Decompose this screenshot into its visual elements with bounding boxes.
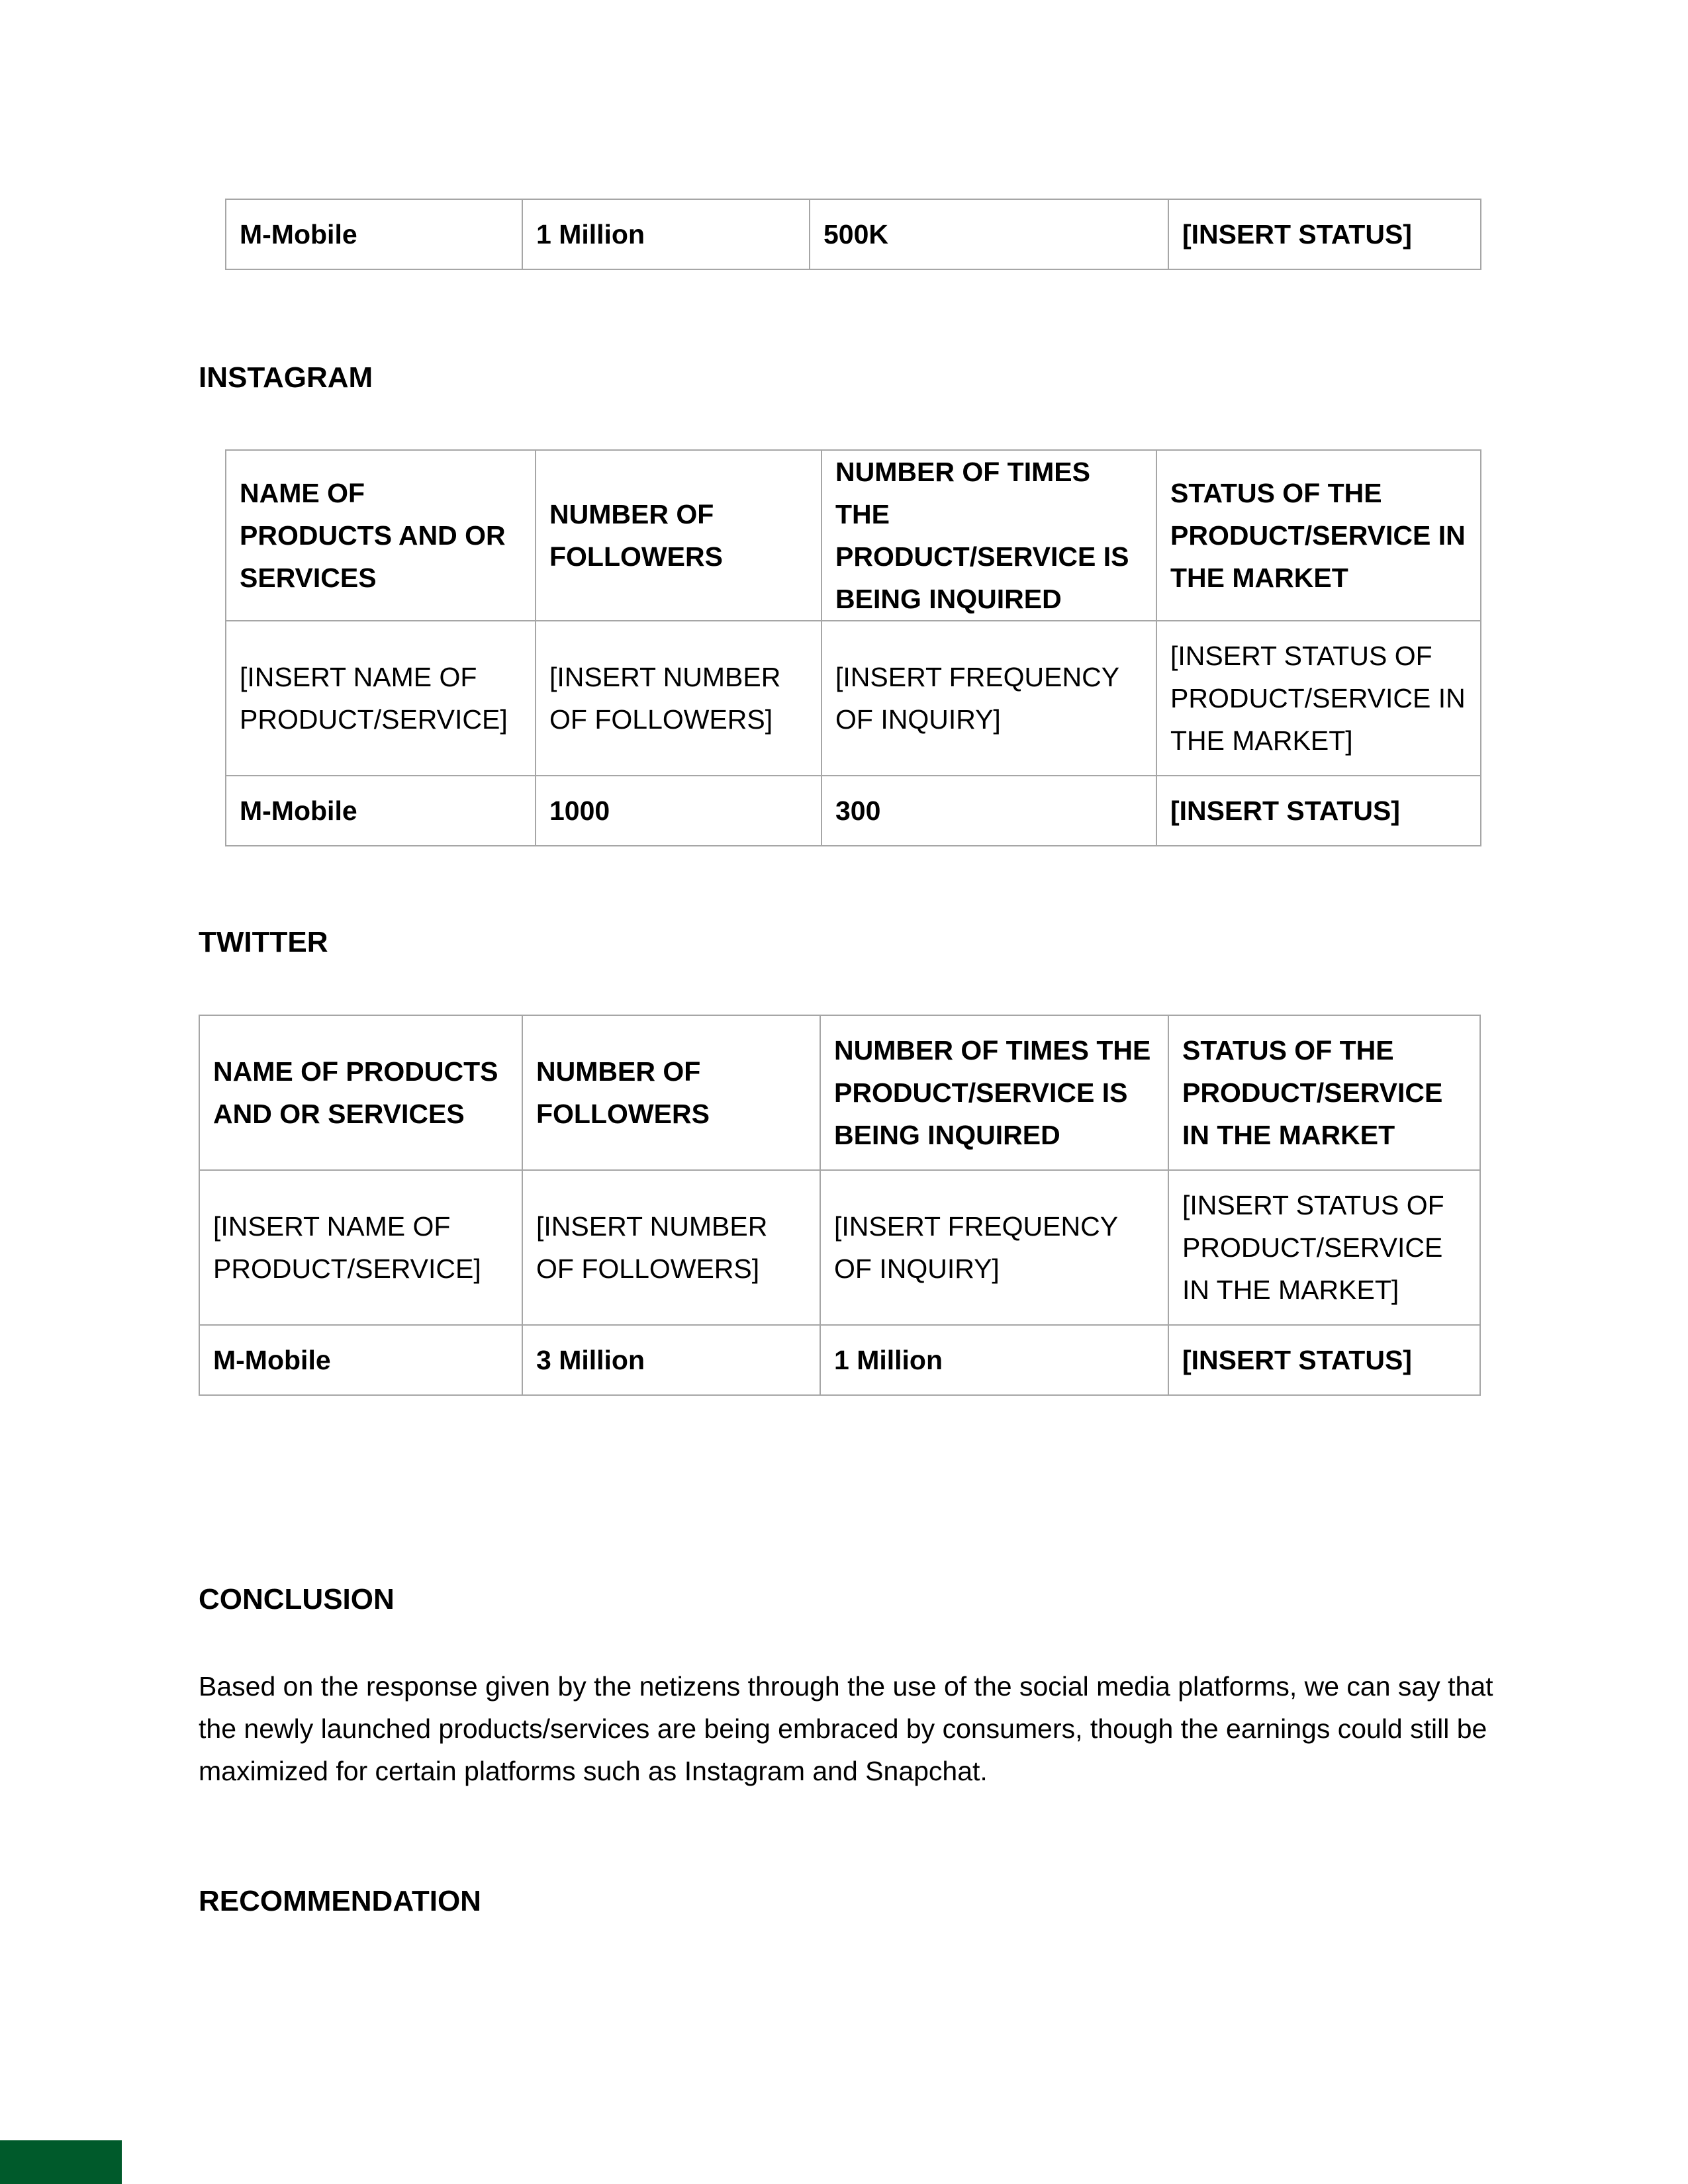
table-header-row [226,450,1481,621]
top-table [225,199,1481,270]
footer-accent-bar [0,2140,122,2184]
table-row [199,1325,1480,1395]
table-row [226,621,1481,776]
header-followers: NUMBER OF FOLLOWERS [522,1015,820,1170]
instagram-heading: INSTAGRAM [199,361,373,394]
header-status: STATUS OF THE PRODUCT/SERVICE IN THE MARKET [1156,450,1481,621]
table-header-row [199,1015,1480,1170]
cell-status: [INSERT STATUS OF PRODUCT/SERVICE IN THE MARKET] [1168,1170,1480,1325]
header-product: NAME OF PRODUCTS AND OR SERVICES [199,1015,522,1170]
instagram-table [225,449,1481,846]
recommendation-heading: RECOMMENDATION [199,1885,481,1917]
header-product: NAME OF PRODUCTS AND OR SERVICES [226,450,536,621]
cell-followers: [INSERT NUMBER OF FOLLOWERS] [522,1170,820,1325]
table-row [226,776,1481,846]
cell-inquiries: [INSERT FREQUENCY OF INQUIRY] [820,1170,1168,1325]
cell-product: M-Mobile [226,776,536,846]
header-inquiries: NUMBER OF TIMES THE PRODUCT/SERVICE IS BEING INQUIRED [820,1015,1168,1170]
cell-followers: 1 Million [522,199,810,269]
cell-status: [INSERT STATUS] [1156,776,1481,846]
cell-product: M-Mobile [226,199,522,269]
cell-inquiries: 300 [821,776,1156,846]
header-status: STATUS OF THE PRODUCT/SERVICE IN THE MARKET [1168,1015,1480,1170]
cell-product: [INSERT NAME OF PRODUCT/SERVICE] [226,621,536,776]
table-row [199,1170,1480,1325]
conclusion-text: Based on the response given by the netizens through the use of the social media platforms, we can say that the newly launched products/services are being embraced by consumers, though the earnings could still be maximized for certain platforms such as Instagram and Snapchat. [199,1671,1493,1786]
cell-status: [INSERT STATUS] [1168,1325,1480,1395]
table-row [226,199,1481,269]
header-followers: NUMBER OF FOLLOWERS [536,450,821,621]
header-inquiries: NUMBER OF TIMES THE PRODUCT/SERVICE IS BEING INQUIRED [821,450,1156,621]
cell-inquiries: 1 Million [820,1325,1168,1395]
twitter-heading: TWITTER [199,926,328,958]
cell-inquiries: 500K [810,199,1168,269]
twitter-table [199,1015,1481,1396]
cell-inquiries: [INSERT FREQUENCY OF INQUIRY] [821,621,1156,776]
cell-product: [INSERT NAME OF PRODUCT/SERVICE] [199,1170,522,1325]
cell-status: [INSERT STATUS OF PRODUCT/SERVICE IN THE MARKET] [1156,621,1481,776]
conclusion-heading: CONCLUSION [199,1583,395,1615]
cell-followers: 3 Million [522,1325,820,1395]
cell-product: M-Mobile [199,1325,522,1395]
cell-followers: 1000 [536,776,821,846]
cell-status: [INSERT STATUS] [1168,199,1481,269]
cell-followers: [INSERT NUMBER OF FOLLOWERS] [536,621,821,776]
